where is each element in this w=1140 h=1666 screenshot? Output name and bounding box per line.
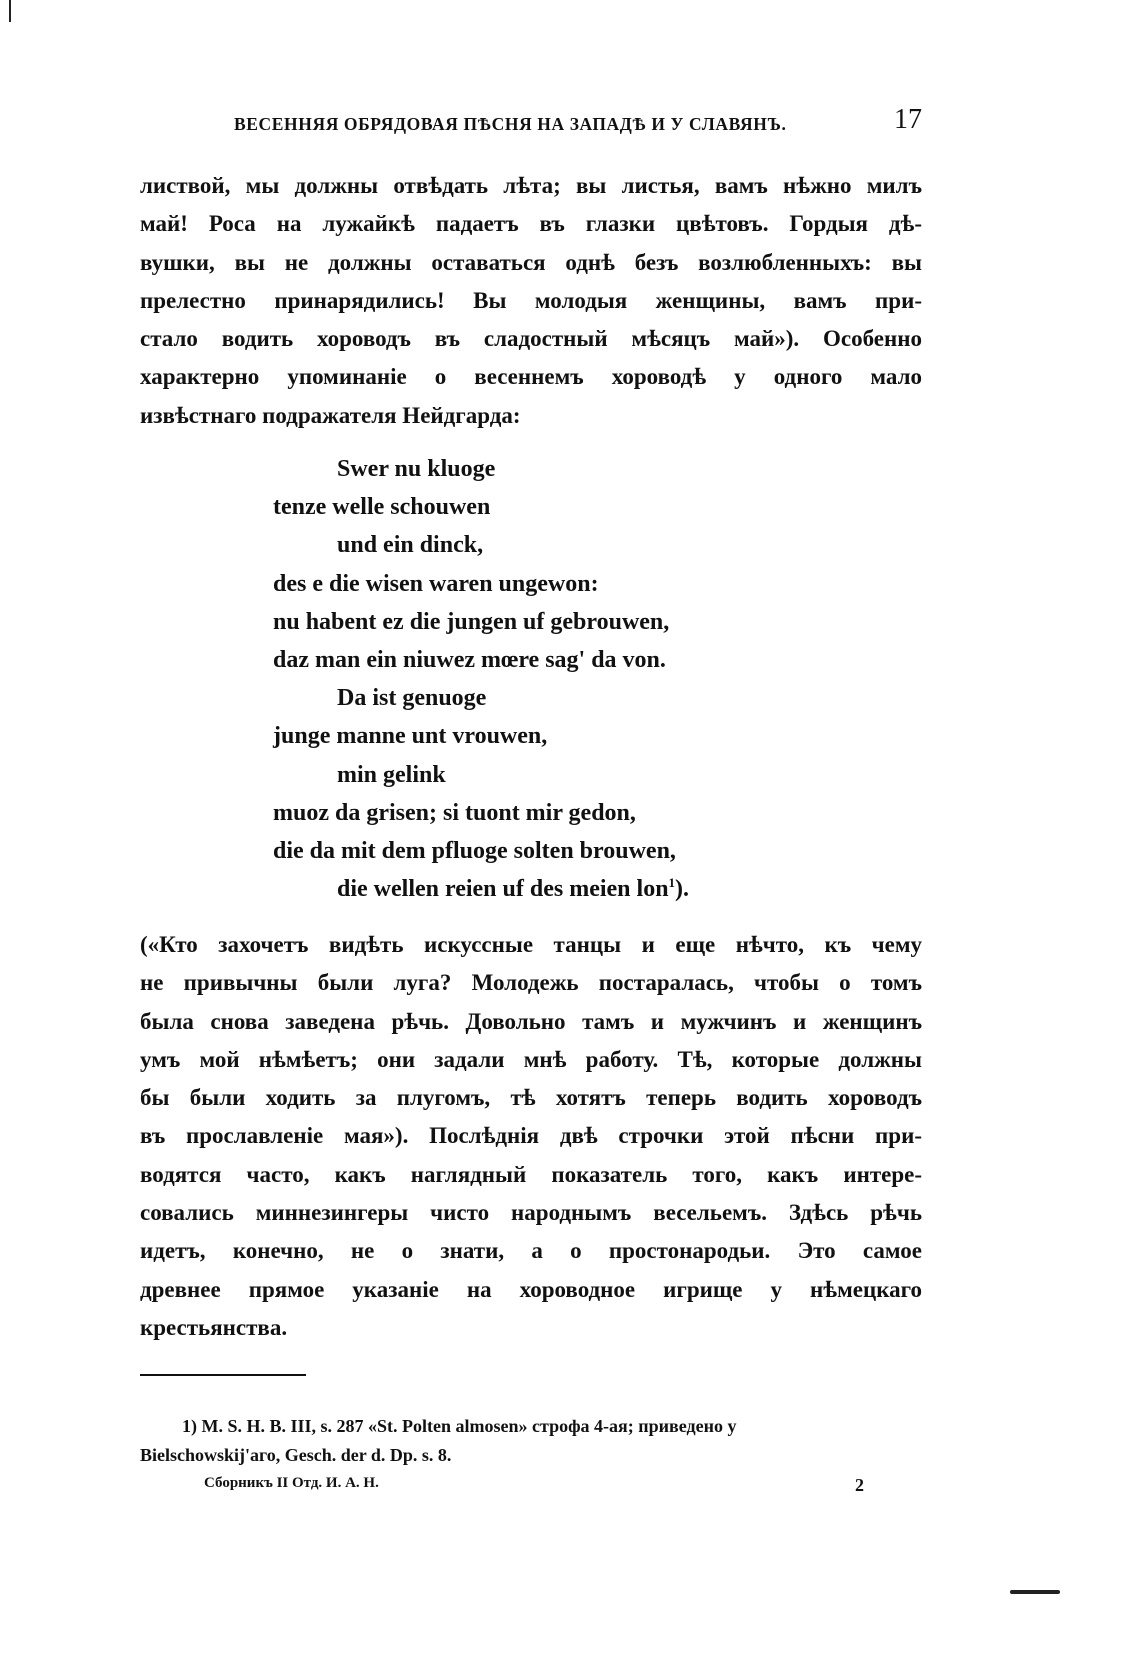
text-line: вушки, вы не должны оставаться однѣ безъ возлюбленныхъ: вы bbox=[140, 249, 922, 275]
text-line: идетъ, конечно, не о знати, а о простонародьи. Это самое bbox=[140, 1238, 922, 1264]
poem-quotation bbox=[273, 450, 689, 908]
verse-line: die da mit dem pfluoge solten brouwen, bbox=[273, 837, 676, 864]
text-line: листвой, мы должны отвѣдать лѣта; вы листья, вамъ нѣжно милъ bbox=[140, 173, 922, 198]
text-line: не привычны были луга? Молодежь постаралась, чтобы о томъ bbox=[140, 970, 922, 996]
text-line: водятся часто, какъ наглядный показатель того, какъ интере- bbox=[140, 1161, 922, 1187]
scan-artifact-mark bbox=[1010, 1590, 1060, 1594]
scan-edge-mark bbox=[9, 0, 11, 22]
text-line: была снова заведена рѣчь. Довольно тамъ и мужчинъ и женщинъ bbox=[140, 1008, 922, 1034]
sheet-number: 2 bbox=[855, 1475, 864, 1495]
text-line: въ прославленіе мая»). Послѣднія двѣ строчки этой пѣсни при- bbox=[140, 1123, 922, 1149]
page-header bbox=[140, 104, 922, 144]
verse-line: daz man ein niuwez mœre sag' da von. bbox=[273, 646, 666, 673]
text-line: характерно упоминаніе о весеннемъ хороводѣ у одного мало bbox=[140, 364, 922, 390]
text-line: извѣстнаго подражателя Нейдгарда: bbox=[140, 402, 521, 428]
text-line: стало водить хороводъ въ сладостный мѣсяцъ май»). Особенно bbox=[140, 326, 922, 352]
text-line: древнее прямое указаніе на хороводное игрище у нѣмецкаго bbox=[140, 1276, 922, 1302]
verse-line: Da ist genuoge bbox=[337, 685, 487, 712]
verse-line: des e die wisen waren ungewon: bbox=[273, 570, 599, 597]
verse-text: die wellen reien uf des meien lon bbox=[337, 876, 669, 903]
paragraph-2 bbox=[140, 926, 922, 1347]
footnote-line: Bielschowskij'аго, Gesch. der d. Dp. s. 8. bbox=[140, 1445, 452, 1465]
verse-line: min gelink bbox=[337, 761, 446, 788]
printer-signature bbox=[204, 1475, 864, 1499]
verse-line: und ein dinck, bbox=[337, 532, 484, 559]
footnote-separator bbox=[140, 1374, 306, 1376]
running-title: ВЕСЕННЯЯ ОБРЯДОВАЯ ПѢСНЯ НА ЗАПАДѢ И У СЛАВЯНЪ. bbox=[234, 114, 787, 134]
verse-line: tenze welle schouwen bbox=[273, 494, 491, 521]
collection-signature: Сборникъ II Отд. И. А. Н. bbox=[204, 1475, 379, 1491]
text-line: («Кто захочетъ видѣть искуссные танцы и еще нѣчто, къ чему bbox=[140, 932, 922, 957]
paragraph-1 bbox=[140, 167, 922, 435]
text-line: бы были ходить за плугомъ, тѣ хотятъ теперь водить хороводъ bbox=[140, 1085, 922, 1111]
footnote-ref-1[interactable]: 1 bbox=[668, 875, 676, 891]
page-number: 17 bbox=[894, 104, 922, 135]
text-line: крестьянства. bbox=[140, 1314, 288, 1340]
verse-line-last bbox=[273, 870, 689, 908]
verse-line: junge manne unt vrouwen, bbox=[273, 723, 548, 750]
verse-line: Swer nu kluoge bbox=[337, 456, 496, 482]
verse-end-punct: ). bbox=[675, 876, 690, 903]
text-line: умъ мой нѣмѣетъ; они задали мнѣ работу. Тѣ, которые должны bbox=[140, 1046, 922, 1072]
footnote bbox=[140, 1412, 922, 1470]
text-line: май! Роса на лужайкѣ падаетъ въ глазки цвѣтовъ. Гордыя дѣ- bbox=[140, 211, 922, 237]
verse-line: nu habent ez die jungen uf gebrouwen, bbox=[273, 608, 670, 635]
text-line: совались миннезингеры чисто народнымъ весельемъ. Здѣсь рѣчь bbox=[140, 1200, 922, 1226]
verse-line: muoz da grisen; si tuont mir gedon, bbox=[273, 799, 636, 826]
text-line: прелестно принарядились! Вы молодыя женщины, вамъ при- bbox=[140, 287, 922, 313]
footnote-line: 1) M. S. H. B. III, s. 287 «St. Polten almosen» строфа 4-ая; приведено у bbox=[182, 1416, 737, 1436]
